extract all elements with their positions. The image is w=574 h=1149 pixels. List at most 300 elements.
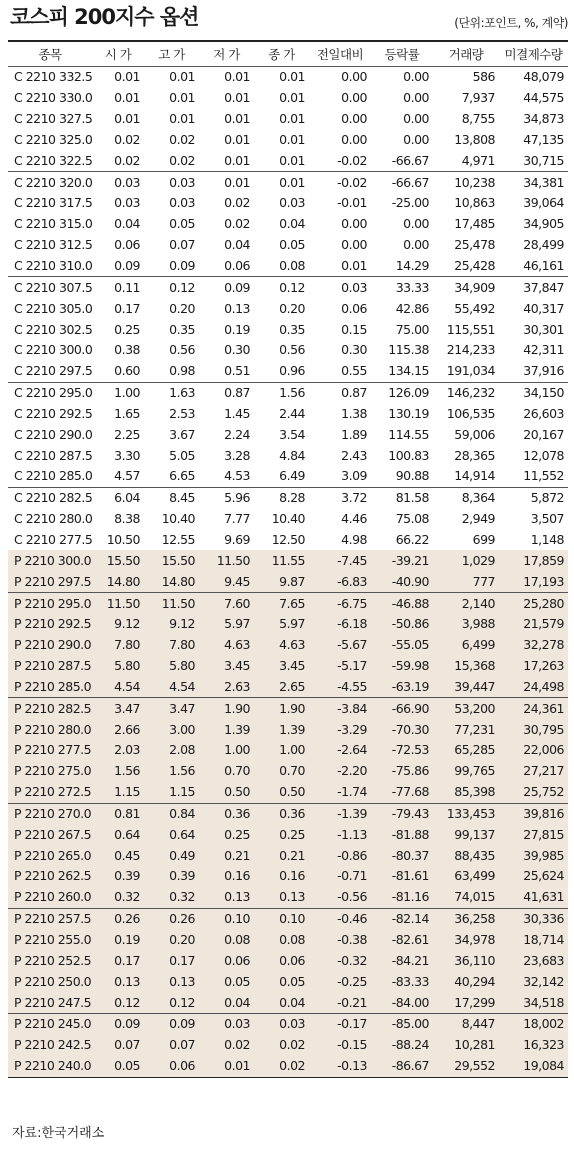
value-cell: 11.50 xyxy=(92,593,144,614)
value-cell: 0.38 xyxy=(114,342,140,358)
option-name-cell: C 2210 302.5 xyxy=(14,321,93,337)
value-cell: 0.07 xyxy=(144,1035,199,1056)
value-cell: 0.30 xyxy=(341,342,367,358)
value-cell: 7.60 xyxy=(199,593,254,614)
value-cell: 0.50 xyxy=(254,782,309,803)
value-cell: 47,135 xyxy=(523,131,564,147)
value-cell: 15.50 xyxy=(144,550,199,571)
value-cell: 0.08 xyxy=(254,256,309,277)
value-cell: -75.86 xyxy=(371,761,433,782)
value-cell: 9.69 xyxy=(224,531,250,547)
value-cell: 0.06 xyxy=(114,237,140,253)
value-cell: 0.70 xyxy=(254,761,309,782)
value-cell: 34,873 xyxy=(523,111,564,127)
value-cell: 29,552 xyxy=(433,1056,499,1077)
value-cell: 3.54 xyxy=(279,426,305,442)
value-cell: 18,002 xyxy=(499,1013,568,1034)
value-cell: 1.00 xyxy=(114,385,140,401)
option-name-cell: C 2210 300.0 xyxy=(14,342,93,358)
table-row xyxy=(8,109,568,130)
value-cell: 1.39 xyxy=(254,719,309,740)
value-cell: 0.06 xyxy=(199,256,254,277)
value-cell: 0.02 xyxy=(224,216,250,232)
value-cell: 1.63 xyxy=(169,385,195,401)
option-name-cell: P 2210 300.0 xyxy=(8,550,92,571)
value-cell: 0.35 xyxy=(169,321,195,337)
table-row xyxy=(8,172,568,193)
option-name-cell: P 2210 275.0 xyxy=(8,761,92,782)
value-cell: 0.00 xyxy=(341,90,367,106)
option-name-cell: C 2210 310.0 xyxy=(8,256,92,277)
value-cell: -59.98 xyxy=(371,656,433,677)
value-cell: 0.26 xyxy=(144,908,199,929)
value-cell: 0.06 xyxy=(199,950,254,971)
table-row xyxy=(8,803,568,824)
value-cell: 777 xyxy=(433,571,499,592)
value-cell: -70.30 xyxy=(371,719,433,740)
value-cell: -81.88 xyxy=(371,824,433,845)
value-cell: 27,217 xyxy=(499,761,568,782)
value-cell: 0.04 xyxy=(114,216,140,232)
value-cell: 0.81 xyxy=(92,803,144,824)
value-cell: 25,428 xyxy=(433,256,499,277)
value-cell: 75.08 xyxy=(395,511,429,527)
value-cell: 586 xyxy=(472,69,495,85)
value-cell: 0.02 xyxy=(224,195,250,211)
table-row xyxy=(8,361,568,382)
value-cell: 11.50 xyxy=(199,550,254,571)
option-name-cell: P 2210 250.0 xyxy=(8,971,92,992)
value-cell: 0.01 xyxy=(279,174,305,190)
option-name-cell: C 2210 295.0 xyxy=(14,385,93,401)
option-name-cell: C 2210 292.5 xyxy=(14,405,93,421)
value-cell: 1.89 xyxy=(341,426,367,442)
value-cell: 34,381 xyxy=(523,174,564,190)
value-cell: -77.68 xyxy=(371,782,433,803)
value-cell: 8,364 xyxy=(461,490,495,506)
value-cell: 1.56 xyxy=(279,385,305,401)
value-cell: 4.53 xyxy=(199,466,254,487)
value-cell: -0.56 xyxy=(309,887,371,908)
value-cell: 0.00 xyxy=(403,90,429,106)
value-cell: 0.03 xyxy=(341,279,367,295)
header-cell: 고 가 xyxy=(144,42,199,67)
value-cell: 12,078 xyxy=(523,447,564,463)
value-cell: 1,148 xyxy=(530,531,564,547)
value-cell: -63.19 xyxy=(371,676,433,697)
value-cell: -0.13 xyxy=(309,1056,371,1077)
value-cell: 0.39 xyxy=(144,866,199,887)
value-cell: 146,232 xyxy=(446,385,495,401)
value-cell: 0.01 xyxy=(224,90,250,106)
value-cell: 5.97 xyxy=(199,614,254,635)
value-cell: 7.77 xyxy=(224,511,250,527)
value-cell: 12.50 xyxy=(271,531,305,547)
value-cell: 0.07 xyxy=(169,237,195,253)
value-cell: 0.07 xyxy=(92,1035,144,1056)
value-cell: 4.84 xyxy=(279,447,305,463)
value-cell: 0.01 xyxy=(279,131,305,147)
value-cell: 15.50 xyxy=(92,550,144,571)
table-row xyxy=(8,824,568,845)
value-cell: -5.17 xyxy=(309,656,371,677)
table-row xyxy=(8,550,568,571)
value-cell: 9.87 xyxy=(254,571,309,592)
value-cell: -1.13 xyxy=(309,824,371,845)
value-cell: 0.01 xyxy=(279,111,305,127)
value-cell: -3.84 xyxy=(309,698,371,719)
table-row xyxy=(8,950,568,971)
option-name-cell: C 2210 332.5 xyxy=(14,69,93,85)
value-cell: 4,971 xyxy=(433,150,499,171)
value-cell: 27,815 xyxy=(499,824,568,845)
value-cell: 25,624 xyxy=(499,866,568,887)
option-name-cell: C 2210 327.5 xyxy=(14,111,93,127)
value-cell: 0.35 xyxy=(279,321,305,337)
value-cell: -0.01 xyxy=(337,195,367,211)
value-cell: -66.67 xyxy=(371,150,433,171)
value-cell: 0.60 xyxy=(92,361,144,382)
value-cell: 0.70 xyxy=(199,761,254,782)
value-cell: 74,015 xyxy=(433,887,499,908)
value-cell: 0.21 xyxy=(199,845,254,866)
option-name-cell: P 2210 242.5 xyxy=(8,1035,92,1056)
value-cell: 0.03 xyxy=(169,195,195,211)
table-row xyxy=(8,340,568,361)
value-cell: -5.67 xyxy=(309,635,371,656)
value-cell: 19,084 xyxy=(499,1056,568,1077)
value-cell: 0.01 xyxy=(309,256,371,277)
table-row xyxy=(8,571,568,592)
value-cell: 33.33 xyxy=(395,279,429,295)
table-row xyxy=(8,298,568,319)
value-cell: 699 xyxy=(472,531,495,547)
option-name-cell: C 2210 282.5 xyxy=(14,490,93,506)
table-row xyxy=(8,1035,568,1056)
value-cell: 0.08 xyxy=(254,930,309,951)
table-row xyxy=(8,593,568,614)
value-cell: 39,985 xyxy=(499,845,568,866)
value-cell: 55,492 xyxy=(454,300,495,316)
value-cell: -0.86 xyxy=(309,845,371,866)
value-cell: -6.75 xyxy=(309,593,371,614)
value-cell: 1.38 xyxy=(341,405,367,421)
header-cell: 거래량 xyxy=(433,42,499,67)
value-cell: -0.46 xyxy=(309,908,371,929)
value-cell: 5.80 xyxy=(92,656,144,677)
value-cell: 36,258 xyxy=(433,908,499,929)
value-cell: 126.09 xyxy=(388,385,429,401)
value-cell: 12.55 xyxy=(161,531,195,547)
value-cell: 7.65 xyxy=(254,593,309,614)
value-cell: -0.38 xyxy=(309,930,371,951)
value-cell: 2.08 xyxy=(144,740,199,761)
value-cell: 2.66 xyxy=(92,719,144,740)
value-cell: -2.64 xyxy=(309,740,371,761)
value-cell: 13,808 xyxy=(454,131,495,147)
value-cell: 3.67 xyxy=(169,426,195,442)
value-cell: 0.02 xyxy=(92,150,144,171)
value-cell: 1.39 xyxy=(199,719,254,740)
value-cell: -0.21 xyxy=(309,992,371,1013)
value-cell: 0.00 xyxy=(403,111,429,127)
value-cell: 0.00 xyxy=(403,131,429,147)
value-cell: -66.90 xyxy=(371,698,433,719)
value-cell: 8.28 xyxy=(279,490,305,506)
value-cell: 3.30 xyxy=(114,447,140,463)
value-cell: 0.13 xyxy=(254,887,309,908)
value-cell: 0.56 xyxy=(169,342,195,358)
value-cell: 1.56 xyxy=(144,761,199,782)
value-cell: 2,140 xyxy=(433,593,499,614)
value-cell: 4.57 xyxy=(92,466,144,487)
value-cell: 1.90 xyxy=(199,698,254,719)
value-cell: 0.01 xyxy=(224,111,250,127)
value-cell: 0.09 xyxy=(144,1013,199,1034)
value-cell: 0.04 xyxy=(254,992,309,1013)
value-cell: 9.45 xyxy=(199,571,254,592)
value-cell: 34,905 xyxy=(523,216,564,232)
value-cell: 0.05 xyxy=(169,216,195,232)
page-title: 코스피 200지수 옵션 xyxy=(10,5,199,29)
value-cell: 0.01 xyxy=(199,150,254,171)
value-cell: 0.12 xyxy=(92,992,144,1013)
value-cell: 0.03 xyxy=(254,1013,309,1034)
value-cell: 10.40 xyxy=(161,511,195,527)
header-cell: 전일대비 xyxy=(309,42,371,67)
value-cell: 28,499 xyxy=(523,237,564,253)
option-name-cell: P 2210 282.5 xyxy=(8,698,92,719)
value-cell: 10.40 xyxy=(271,511,305,527)
value-cell: 0.55 xyxy=(309,361,371,382)
value-cell: 24,361 xyxy=(499,698,568,719)
value-cell: -83.33 xyxy=(371,971,433,992)
value-cell: 17,859 xyxy=(499,550,568,571)
header-cell: 시 가 xyxy=(92,42,144,67)
value-cell: 42,311 xyxy=(523,342,564,358)
value-cell: 25,478 xyxy=(454,237,495,253)
table-row xyxy=(8,971,568,992)
value-cell: 0.09 xyxy=(224,279,250,295)
value-cell: 4.63 xyxy=(254,635,309,656)
value-cell: 0.56 xyxy=(279,342,305,358)
value-cell: 0.20 xyxy=(169,300,195,316)
table-row xyxy=(8,509,568,530)
value-cell: 2,949 xyxy=(461,511,495,527)
value-cell: -4.55 xyxy=(309,676,371,697)
value-cell: 0.13 xyxy=(144,971,199,992)
value-cell: 2.24 xyxy=(224,426,250,442)
value-cell: 40,317 xyxy=(523,300,564,316)
value-cell: 14,914 xyxy=(433,466,499,487)
value-cell: 37,847 xyxy=(523,279,564,295)
value-cell: 2.53 xyxy=(169,405,195,421)
value-cell: 0.05 xyxy=(279,237,305,253)
option-name-cell: C 2210 317.5 xyxy=(14,195,93,211)
value-cell: 10.50 xyxy=(106,531,140,547)
value-cell: 10,281 xyxy=(433,1035,499,1056)
value-cell: 114.55 xyxy=(388,426,429,442)
value-cell: 106,535 xyxy=(446,405,495,421)
table-row xyxy=(8,761,568,782)
value-cell: 30,795 xyxy=(499,719,568,740)
table-row xyxy=(8,992,568,1013)
value-cell: 0.03 xyxy=(114,174,140,190)
value-cell: 0.49 xyxy=(144,845,199,866)
value-cell: 0.01 xyxy=(114,111,140,127)
option-name-cell: C 2210 320.0 xyxy=(14,174,93,190)
value-cell: 36,110 xyxy=(433,950,499,971)
option-name-cell: C 2210 287.5 xyxy=(14,447,93,463)
value-cell: 2.44 xyxy=(279,405,305,421)
value-cell: 4.46 xyxy=(341,511,367,527)
table-row xyxy=(8,1056,568,1077)
value-cell: 0.20 xyxy=(279,300,305,316)
value-cell: 28,365 xyxy=(454,447,495,463)
value-cell: 25,752 xyxy=(499,782,568,803)
table-row xyxy=(8,530,568,551)
value-cell: 3.47 xyxy=(144,698,199,719)
value-cell: 65,285 xyxy=(433,740,499,761)
value-cell: 0.25 xyxy=(114,321,140,337)
option-name-cell: C 2210 322.5 xyxy=(8,150,92,171)
value-cell: 17,485 xyxy=(454,216,495,232)
value-cell: 5.05 xyxy=(169,447,195,463)
value-cell: 0.02 xyxy=(199,1035,254,1056)
value-cell: 48,079 xyxy=(523,69,564,85)
value-cell: 0.12 xyxy=(169,279,195,295)
value-cell: 3.28 xyxy=(224,447,250,463)
value-cell: 0.06 xyxy=(341,300,367,316)
table-row xyxy=(8,404,568,425)
value-cell: 99,137 xyxy=(433,824,499,845)
value-cell: 34,978 xyxy=(433,930,499,951)
value-cell: 53,200 xyxy=(433,698,499,719)
value-cell: -0.02 xyxy=(309,150,371,171)
value-cell: 34,150 xyxy=(523,385,564,401)
value-cell: 75.00 xyxy=(395,321,429,337)
value-cell: -0.02 xyxy=(337,174,367,190)
value-cell: 0.32 xyxy=(92,887,144,908)
option-name-cell: P 2210 252.5 xyxy=(8,950,92,971)
value-cell: 3.09 xyxy=(309,466,371,487)
value-cell: 0.04 xyxy=(199,992,254,1013)
value-cell: 3.45 xyxy=(254,656,309,677)
value-cell: -2.20 xyxy=(309,761,371,782)
value-cell: 0.01 xyxy=(169,111,195,127)
value-cell: 6.65 xyxy=(144,466,199,487)
option-name-cell: P 2210 245.0 xyxy=(8,1013,92,1034)
value-cell: -0.32 xyxy=(309,950,371,971)
option-name-cell: P 2210 267.5 xyxy=(8,824,92,845)
value-cell: 0.98 xyxy=(144,361,199,382)
value-cell: 0.09 xyxy=(92,1013,144,1034)
value-cell: 115.38 xyxy=(388,342,429,358)
value-cell: 0.36 xyxy=(254,803,309,824)
value-cell: -86.67 xyxy=(371,1056,433,1077)
value-cell: 0.06 xyxy=(144,1056,199,1077)
option-name-cell: P 2210 260.0 xyxy=(8,887,92,908)
value-cell: 4.63 xyxy=(199,635,254,656)
option-name-cell: P 2210 285.0 xyxy=(8,676,92,697)
value-cell: -82.14 xyxy=(371,908,433,929)
value-cell: 20,167 xyxy=(523,426,564,442)
table-row xyxy=(8,150,568,171)
value-cell: -82.61 xyxy=(371,930,433,951)
value-cell: 0.26 xyxy=(92,908,144,929)
table-row xyxy=(8,130,568,151)
value-cell: 22,006 xyxy=(499,740,568,761)
table-row xyxy=(8,908,568,929)
value-cell: 0.00 xyxy=(403,69,429,85)
value-cell: -81.61 xyxy=(371,866,433,887)
value-cell: 7.80 xyxy=(144,635,199,656)
value-cell: 0.05 xyxy=(199,971,254,992)
value-cell: 0.13 xyxy=(92,971,144,992)
value-cell: 3.00 xyxy=(144,719,199,740)
value-cell: 8,447 xyxy=(433,1013,499,1034)
value-cell: 46,161 xyxy=(499,256,568,277)
value-cell: 59,006 xyxy=(454,426,495,442)
value-cell: 8.38 xyxy=(114,511,140,527)
value-cell: 0.50 xyxy=(199,782,254,803)
value-cell: 77,231 xyxy=(433,719,499,740)
value-cell: -81.16 xyxy=(371,887,433,908)
value-cell: -0.15 xyxy=(309,1035,371,1056)
value-cell: 40,294 xyxy=(433,971,499,992)
value-cell: -46.88 xyxy=(371,593,433,614)
value-cell: 15,368 xyxy=(433,656,499,677)
value-cell: 1.45 xyxy=(224,405,250,421)
option-name-cell: P 2210 290.0 xyxy=(8,635,92,656)
value-cell: 0.87 xyxy=(224,385,250,401)
value-cell: 41,631 xyxy=(499,887,568,908)
value-cell: 30,715 xyxy=(499,150,568,171)
option-name-cell: C 2210 325.0 xyxy=(14,131,93,147)
value-cell: 191,034 xyxy=(433,361,499,382)
table-row xyxy=(8,445,568,466)
value-cell: 30,301 xyxy=(523,321,564,337)
table-row xyxy=(8,256,568,277)
header-cell: 저 가 xyxy=(199,42,254,67)
value-cell: 134.15 xyxy=(371,361,433,382)
value-cell: 0.15 xyxy=(341,321,367,337)
value-cell: 0.03 xyxy=(199,1013,254,1034)
value-cell: 39,816 xyxy=(499,803,568,824)
value-cell: 17,263 xyxy=(499,656,568,677)
header-row xyxy=(8,42,568,67)
option-name-cell: P 2210 265.0 xyxy=(8,845,92,866)
header-cell: 종목 xyxy=(8,42,92,67)
value-cell: 0.09 xyxy=(144,256,199,277)
option-name-cell: P 2210 287.5 xyxy=(8,656,92,677)
value-cell: 3.45 xyxy=(199,656,254,677)
value-cell: 18,714 xyxy=(499,930,568,951)
value-cell: 42.86 xyxy=(395,300,429,316)
value-cell: 5,872 xyxy=(530,490,564,506)
value-cell: 7.80 xyxy=(92,635,144,656)
table-row xyxy=(8,67,568,88)
value-cell: 0.25 xyxy=(254,824,309,845)
value-cell: 0.05 xyxy=(92,1056,144,1077)
value-cell: 1.00 xyxy=(254,740,309,761)
value-cell: 0.03 xyxy=(114,195,140,211)
value-cell: 1.56 xyxy=(92,761,144,782)
value-cell: 8.45 xyxy=(169,490,195,506)
value-cell: 0.01 xyxy=(169,69,195,85)
value-cell: 133,453 xyxy=(433,803,499,824)
value-cell: 3,507 xyxy=(530,511,564,527)
